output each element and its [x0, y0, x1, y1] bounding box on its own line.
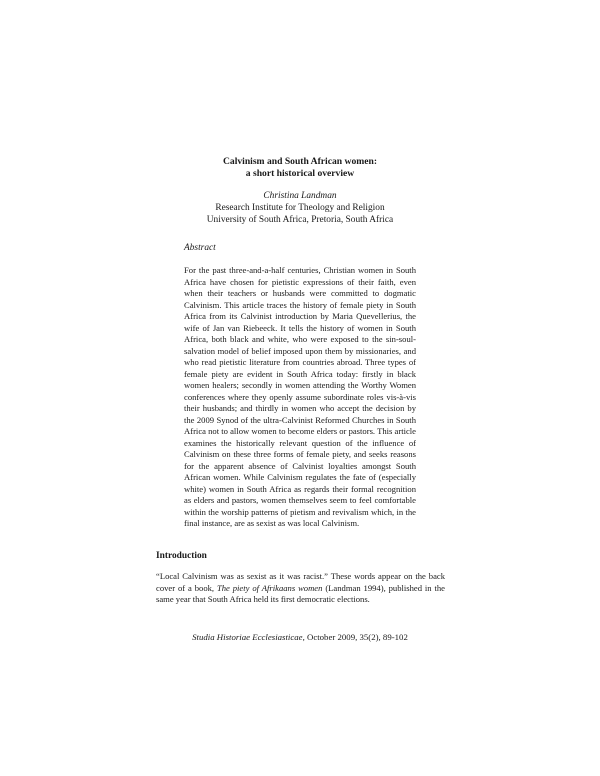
abstract-label: Abstract: [184, 243, 216, 253]
abstract-body: For the past three-and-a-half centuries, Christian women in South Africa have chosen for pietistic expressions of their faith, even when their teachers or husbands were committed to dogmatic Calvinism. This article traces the history of female piety in South Africa from its Calvinist introduction by Maria Quevellerius, the wife of Jan van Riebeeck. It tells the history of women in South Africa, both black and white, who were exposed to the sin-soul-salvation model of belief imposed upon them by missionaries, and who read pietistic literature from countries abroad. Three types of female piety are evident in South Africa today: firstly in black women healers; secondly in women attending the Worthy Women conferences where they openly assume subordinate roles vis-à-vis their husbands; and thirdly in women who accept the decision by the 2009 Synod of the ultra-Calvinist Reformed Churches in South Africa not to allow women to become elders or pastors. This article examines the historically relevant question of the influence of Calvinism on these three forms of female piety, and seeks reasons for the apparent absence of Calvinist loyalties amongst South African women. While Calvinism regulates the fate of (especially white) women in South Africa as regards their formal recognition as elders and pastors, women themselves seem to feel comfortable within the worship patterns of pietism and revivalism which, in the final instance, are as sexist as was local Calvinism.: [184, 265, 416, 528]
intro-text-part-2: (Landman 1994), published in the same year that South Africa held its first democratic elections.: [156, 582, 445, 604]
affiliation-line-1: Research Institute for Theology and Religion: [215, 203, 385, 213]
introduction-paragraph: [156, 571, 445, 606]
article-title-line-2: a short historical overview: [245, 168, 355, 179]
intro-text-part-1: “Local Calvinism was as sexist as it was racist.” These words appear on the back cover of a book,: [156, 571, 445, 593]
journal-name: Studia Historiae Ecclesiasticae: [192, 632, 303, 642]
affiliation-line-2: University of South Africa, Pretoria, South Africa: [206, 215, 394, 225]
article-title-line-1: Calvinism and South African women:: [222, 156, 378, 167]
journal-citation: [150, 632, 450, 642]
book-title: The piety of Afrikaans women: [216, 582, 323, 593]
introduction-heading: Introduction: [156, 551, 207, 561]
citation-details: , October 2009, 35(2), 89-102: [302, 632, 408, 642]
author-name: Christina Landman: [263, 191, 337, 201]
